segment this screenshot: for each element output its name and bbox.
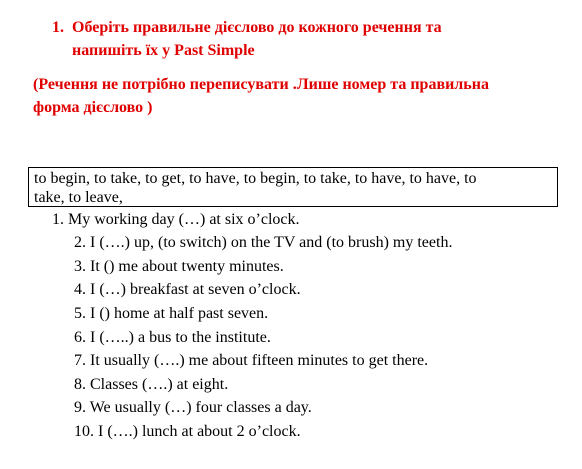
sentence-item-10 <box>74 422 301 442</box>
sentence-item-4 <box>74 280 301 300</box>
instruction-note-line-1: (Речення не потрібно переписувати .Лише номер та правильна <box>33 76 489 93</box>
sentence-text: My working day (…) at six o’clock. <box>68 211 300 228</box>
sentence-text: I (…..) a bus to the institute. <box>90 329 271 346</box>
sentence-item-2 <box>74 233 452 253</box>
sentence-text: I () home at half past seven. <box>90 305 269 322</box>
task-heading-text-1: Оберіть правильне дієслово до кожного речення та <box>72 19 442 36</box>
sentence-text: I (….) lunch at about 2 o’clock. <box>98 423 301 440</box>
verb-list-box <box>28 167 558 207</box>
verb-list-line-1: to begin, to take, to get, to have, to begin, to take, to have, to have, to <box>34 170 477 187</box>
sentence-text: It usually (….) me about fifteen minutes to get there. <box>90 352 429 369</box>
verb-list-line-2: take, to leave, <box>34 189 123 206</box>
task-number: 1. <box>52 19 64 36</box>
sentence-item-9 <box>74 398 312 418</box>
sentence-item-1 <box>52 210 300 230</box>
sentence-text: Classes (….) at eight. <box>90 376 229 393</box>
sentence-text: I (…) breakfast at seven o’clock. <box>90 281 301 298</box>
sentence-number: 1. <box>52 211 64 228</box>
sentence-item-5 <box>74 304 268 324</box>
instruction-note <box>33 73 573 119</box>
sentence-number: 5. <box>74 305 86 322</box>
sentence-number: 3. <box>74 258 86 275</box>
sentence-text: I (….) up, (to switch) on the TV and (to brush) my teeth. <box>90 234 453 251</box>
instruction-note-line-2: форма дієслово ) <box>33 99 153 116</box>
sentence-number: 9. <box>74 399 86 416</box>
sentence-number: 7. <box>74 352 86 369</box>
sentence-number: 2. <box>74 234 86 251</box>
sentence-number: 6. <box>74 329 86 346</box>
sentence-number: 8. <box>74 376 86 393</box>
task-heading-line-2: напишіть їх у Past Simple <box>72 42 255 59</box>
sentence-text: It () me about twenty minutes. <box>90 258 284 275</box>
sentence-text: We usually (…) four classes a day. <box>89 399 312 416</box>
sentence-item-3 <box>74 257 284 277</box>
sentence-item-8 <box>74 375 228 395</box>
sentence-item-6 <box>74 328 271 348</box>
sentence-number: 10. <box>74 423 94 440</box>
task-heading <box>52 16 572 62</box>
sentence-number: 4. <box>74 281 86 298</box>
sentence-item-7 <box>74 351 428 371</box>
task-heading-line-1 <box>52 16 572 39</box>
